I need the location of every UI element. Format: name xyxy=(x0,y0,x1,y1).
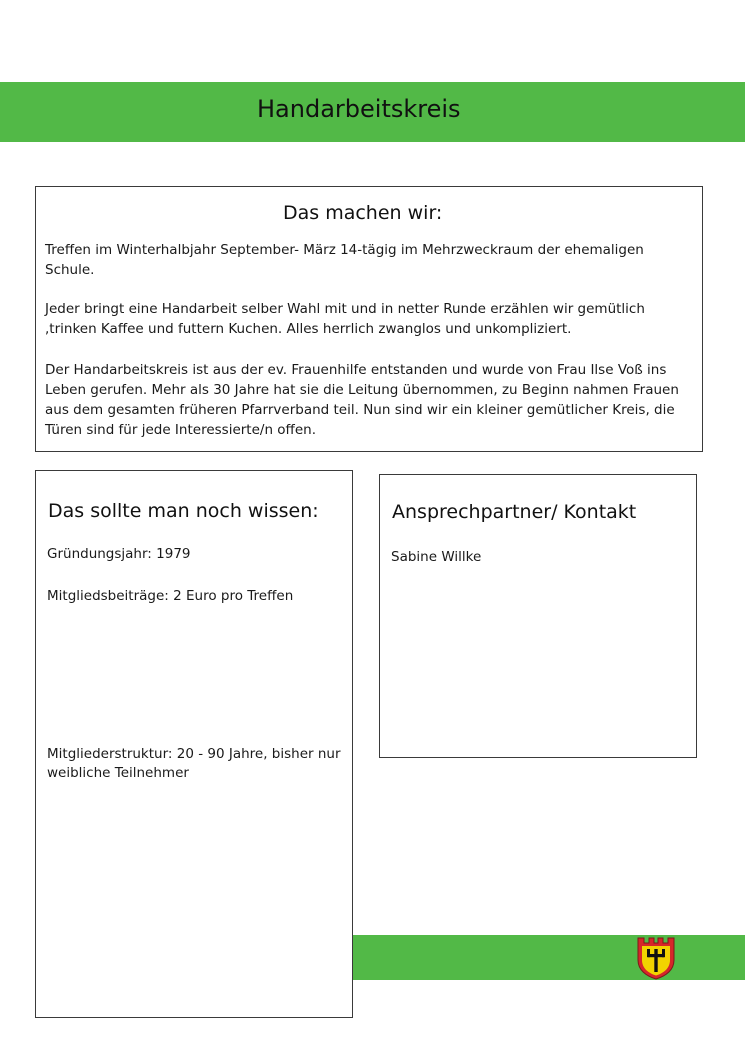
coat-of-arms-icon xyxy=(636,936,676,980)
fact-member-structure: Mitgliederstruktur: 20 - 90 Jahre, bisher nur weibliche Teilnehmer xyxy=(47,746,341,781)
about-paragraph-history: Der Handarbeitskreis ist aus der ev. Frauenhilfe entstanden und wurde von Frau Ilse Voß ins Leben gerufen. Mehr als 30 Jahre hat sie die Leitung übernommen, zu Beginn nahmen Frauen aus dem gesamten früheren Pfarrverband teil. Nun sind wir ein kleiner gemütlicher Kreis, die Türen sind für jede Interessierte/n offen. xyxy=(45,362,679,438)
about-heading: Das machen wir: xyxy=(283,202,443,224)
contact-heading: Ansprechpartner/ Kontakt xyxy=(392,501,637,523)
about-paragraph-schedule: Treffen im Winterhalbjahr September- März 14-tägig im Mehrzweckraum der ehemaligen Schule. xyxy=(45,242,644,278)
about-paragraph-activities: Jeder bringt eine Handarbeit selber Wahl mit und in netter Runde erzählen wir gemütlich ,trinken Kaffee und futtern Kuchen. Alles herrlich zwanglos und unkompliziert. xyxy=(45,301,645,337)
footer-banner xyxy=(353,935,745,980)
page-title: Handarbeitskreis xyxy=(257,95,461,123)
contact-name: Sabine Willke xyxy=(391,549,482,565)
facts-heading: Das sollte man noch wissen: xyxy=(48,500,319,522)
fact-founded: Gründungsjahr: 1979 xyxy=(47,546,191,562)
fact-fees: Mitgliedsbeiträge: 2 Euro pro Treffen xyxy=(47,588,294,604)
